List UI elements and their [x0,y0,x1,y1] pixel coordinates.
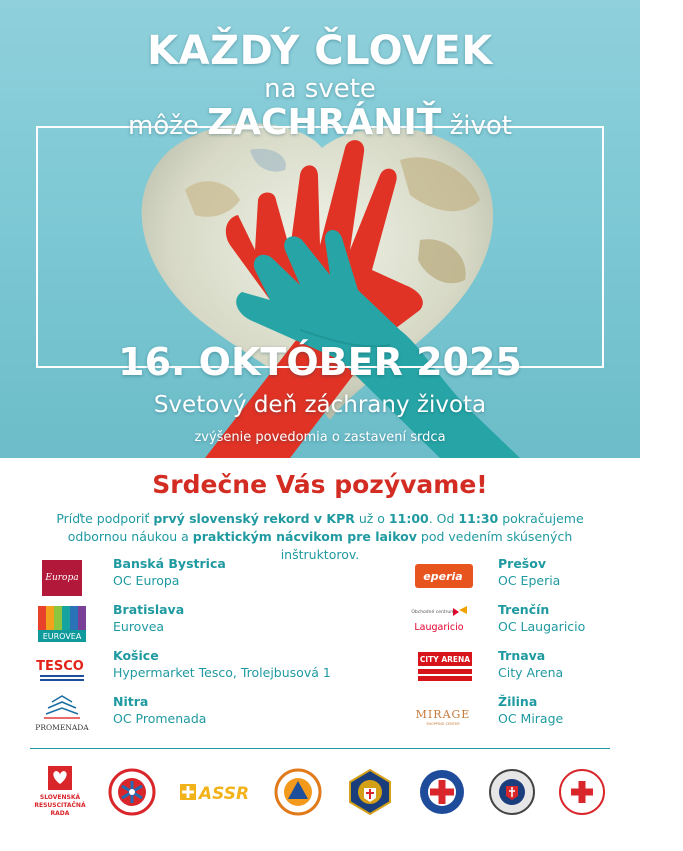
laugaricio-logo [411,604,481,642]
promenada-logo [35,696,96,734]
location-place: OC Mirage [498,711,564,726]
location-trnava [419,648,683,694]
assr-logo [180,780,250,804]
eurovea-logo [38,604,96,642]
location-place: OC Europa [113,573,180,588]
headline-word-zachranit: ZACHRÁNIŤ [207,102,442,143]
event-subtitle: Svetový deň záchrany života [153,392,487,418]
location-trencin [411,602,683,648]
location-city: Trnava [498,648,546,663]
svg-text:Laugaricio: Laugaricio [414,622,464,633]
headline-line-3 [0,102,640,143]
location-bratislava [38,602,298,648]
title-frame [36,126,604,368]
svg-text:PROMENADA: PROMENADA [35,723,89,732]
svg-text:EUROVEA: EUROVEA [42,632,82,641]
partners-divider [30,748,610,749]
intro-time-start: 11:00 [388,511,429,526]
civilna-ochrana-logo [274,768,322,816]
location-place: Hypermarket Tesco, Trolejbusová 1 [113,665,331,680]
city-arena-logo [419,650,481,688]
policajny-zbor-logo [488,768,536,816]
location-zilina [415,694,683,740]
svg-text:SLOVENSKÁ: SLOVENSKÁ [39,794,81,801]
intro-text: už o [354,511,389,526]
intro-highlight: praktickým nácvikom pre laikov [192,529,417,544]
europa-logo [38,558,96,596]
location-place: OC Promenada [113,711,207,726]
svg-text:eperia: eperia [423,570,463,583]
intro-time-training: 11:30 [458,511,499,526]
location-city: Košice [113,648,159,663]
svg-text:RESUSCITAČNÁ: RESUSCITAČNÁ [34,802,86,809]
zachranna-sluzba-155-logo [108,768,156,816]
hasicsky-zbor-logo [346,768,394,816]
svg-text:Europa: Europa [45,573,79,583]
tesco-logo [38,650,96,688]
intro-text: pokračujeme odbornou náukou a [67,511,584,544]
intro-text: . Od [428,511,459,526]
svg-text:CITY ARENA: CITY ARENA [419,655,471,664]
slovensky-cerveny-kriz-logo [558,768,606,816]
headline-word-moze: môže [128,111,199,141]
svg-text:SHOPPING CENTER: SHOPPING CENTER [426,722,460,726]
mirage-logo [415,696,481,734]
svg-text:ASSR: ASSR [198,784,250,804]
slovenska-resuscitacna-rada-logo [34,766,90,822]
location-city: Banská Bystrica [113,556,226,571]
horska-zachranna-sluzba-logo [418,768,466,816]
location-place: Eurovea [113,619,165,634]
headline-line-2: na svete [264,74,376,104]
invite-title: Srdečne Vás pozývame! [152,470,488,499]
partner-logos [0,760,640,840]
location-presov [423,556,683,602]
location-city: Nitra [113,694,149,709]
event-note: zvýšenie povedomia o zastavení srdca [194,430,446,445]
intro-text: pod vedením skúsených inštruktorov. [280,529,573,562]
svg-text:RADA: RADA [50,810,70,817]
location-city: Žilina [498,694,538,709]
svg-text:MIRAGE: MIRAGE [415,708,471,721]
headline-line-1: KAŽDÝ ČLOVEK [147,28,493,74]
intro-text: Príďte podporiť [56,511,154,526]
location-kosice [36,648,331,694]
location-place: OC Laugaricio [498,619,586,634]
eperia-logo [423,558,481,596]
location-city: Trenčín [498,602,550,617]
location-place: City Arena [498,665,564,680]
event-date: 16. OKTÓBER 2025 [118,340,522,384]
location-city: Bratislava [113,602,185,617]
location-nitra [35,694,298,740]
svg-text:Obchodné centrum: Obchodné centrum [411,610,455,615]
intro-highlight: prvý slovenský rekord v KPR [153,511,355,526]
location-city: Prešov [498,556,546,571]
location-banska-bystrica [38,556,298,602]
location-place: OC Eperia [498,573,561,588]
headline-word-zivot: život [449,111,512,141]
svg-text:TESCO: TESCO [36,659,84,674]
